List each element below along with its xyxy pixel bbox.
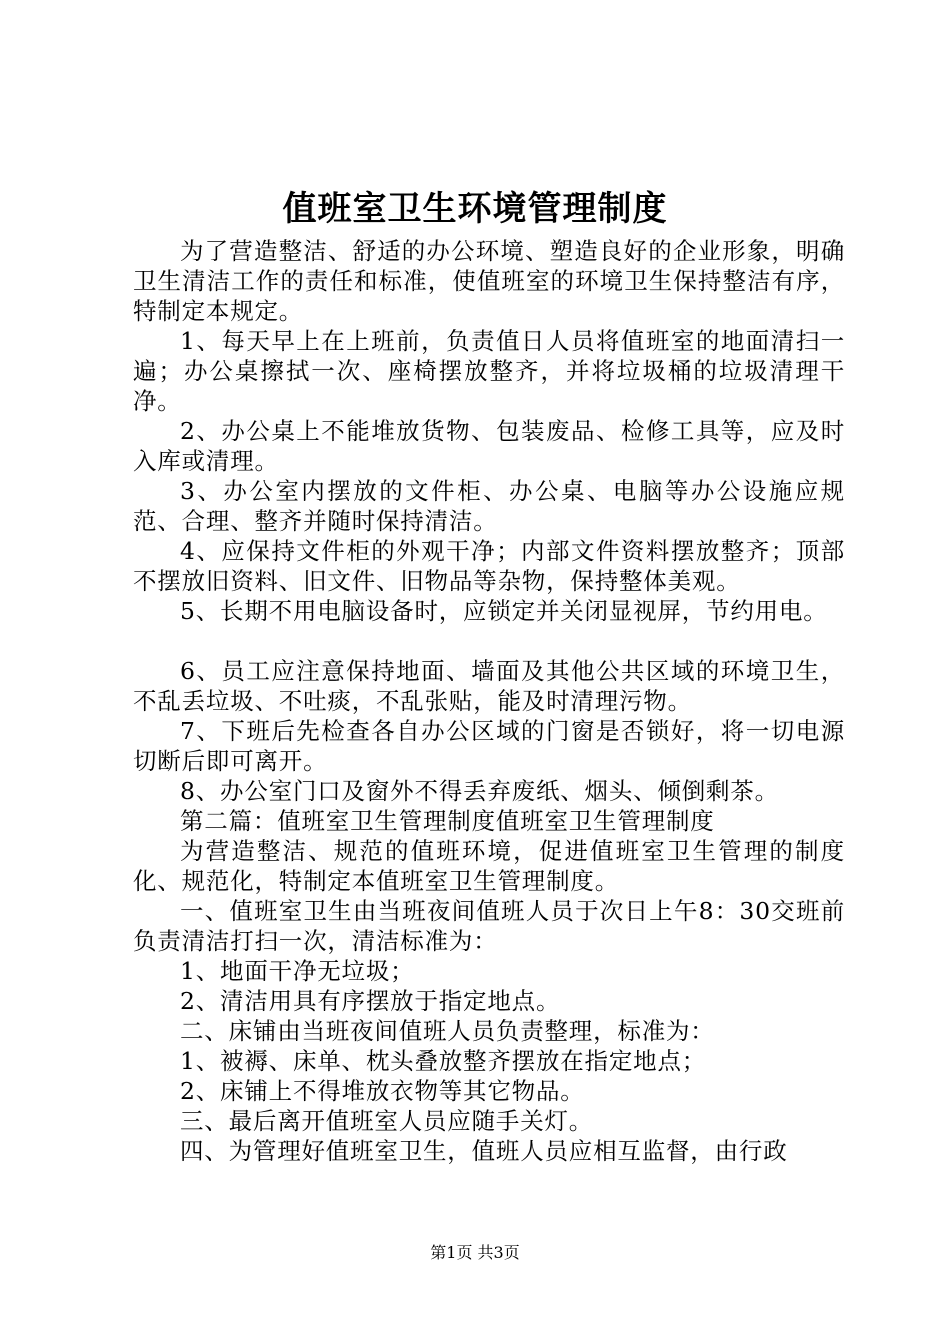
paragraph-item-two: 二、床铺由当班夜间值班人员负责整理，标准为： bbox=[180, 1017, 715, 1045]
paragraph-item-three: 三、最后离开值班室人员应随手关灯。 bbox=[180, 1107, 594, 1135]
paragraph-rule-2: 2、办公桌上不能堆放货物、包装废品、检修工具等，应及时入库或清理。 bbox=[133, 417, 845, 475]
paragraph-rule-7: 7、下班后先检查各自办公区域的门窗是否锁好，将一切电源切断后即可离开。 bbox=[133, 717, 845, 775]
paragraph-rule-4: 4、应保持文件柜的外观干净；内部文件资料摆放整齐；顶部不摆放旧资料、旧文件、旧物品等杂物，保持整体美观。 bbox=[133, 537, 845, 595]
section-heading-part-two: 第二篇：值班室卫生管理制度值班室卫生管理制度 bbox=[180, 807, 715, 835]
paragraph-rule-8: 8、办公室门口及窗外不得丢弃废纸、烟头、倾倒剩茶。 bbox=[180, 777, 779, 805]
paragraph-part-two-intro: 为营造整洁、规范的值班环境，促进值班室卫生管理的制度化、规范化，特制定本值班室卫生管理制度。 bbox=[133, 837, 845, 895]
paragraph-rule-3: 3、办公室内摆放的文件柜、办公桌、电脑等办公设施应规范、合理、整齐并随时保持清洁。 bbox=[133, 477, 845, 535]
page-indicator: 第1页 共3页 bbox=[430, 1243, 520, 1262]
paragraph-item-one-sub-1: 1、地面干净无垃圾； bbox=[180, 957, 415, 985]
paragraph-item-one: 一、值班室卫生由当班夜间值班人员于次日上午8：30交班前负责清洁打扫一次，清洁标准为： bbox=[133, 897, 845, 955]
paragraph-rule-5: 5、长期不用电脑设备时，应锁定并关闭显视屏，节约用电。 bbox=[180, 597, 828, 625]
document-title: 值班室卫生环境管理制度 bbox=[282, 189, 668, 229]
document-body bbox=[133, 236, 845, 1166]
paragraph-rule-1: 1、每天早上在上班前，负责值日人员将值班室的地面清扫一遍；办公桌擦拭一次、座椅摆放整齐，并将垃圾桶的垃圾清理干净。 bbox=[133, 327, 845, 415]
paragraph-intro: 为了营造整洁、舒适的办公环境、塑造良好的企业形象，明确卫生清洁工作的责任和标准，使值班室的环境卫生保持整洁有序，特制定本规定。 bbox=[133, 237, 845, 325]
paragraph-item-two-sub-2: 2、床铺上不得堆放衣物等其它物品。 bbox=[180, 1077, 585, 1105]
page-footer bbox=[0, 1243, 950, 1263]
paragraph-rule-6: 6、员工应注意保持地面、墙面及其他公共区域的环境卫生，不乱丢垃圾、不吐痰，不乱张贴，能及时清理污物。 bbox=[133, 657, 845, 715]
paragraph-item-four: 四、为管理好值班室卫生，值班人员应相互监督，由行政 bbox=[180, 1137, 788, 1165]
paragraph-item-two-sub-1: 1、被褥、床单、枕头叠放整齐摆放在指定地点； bbox=[180, 1047, 707, 1075]
paragraph-item-one-sub-2: 2、清洁用具有序摆放于指定地点。 bbox=[180, 987, 561, 1015]
